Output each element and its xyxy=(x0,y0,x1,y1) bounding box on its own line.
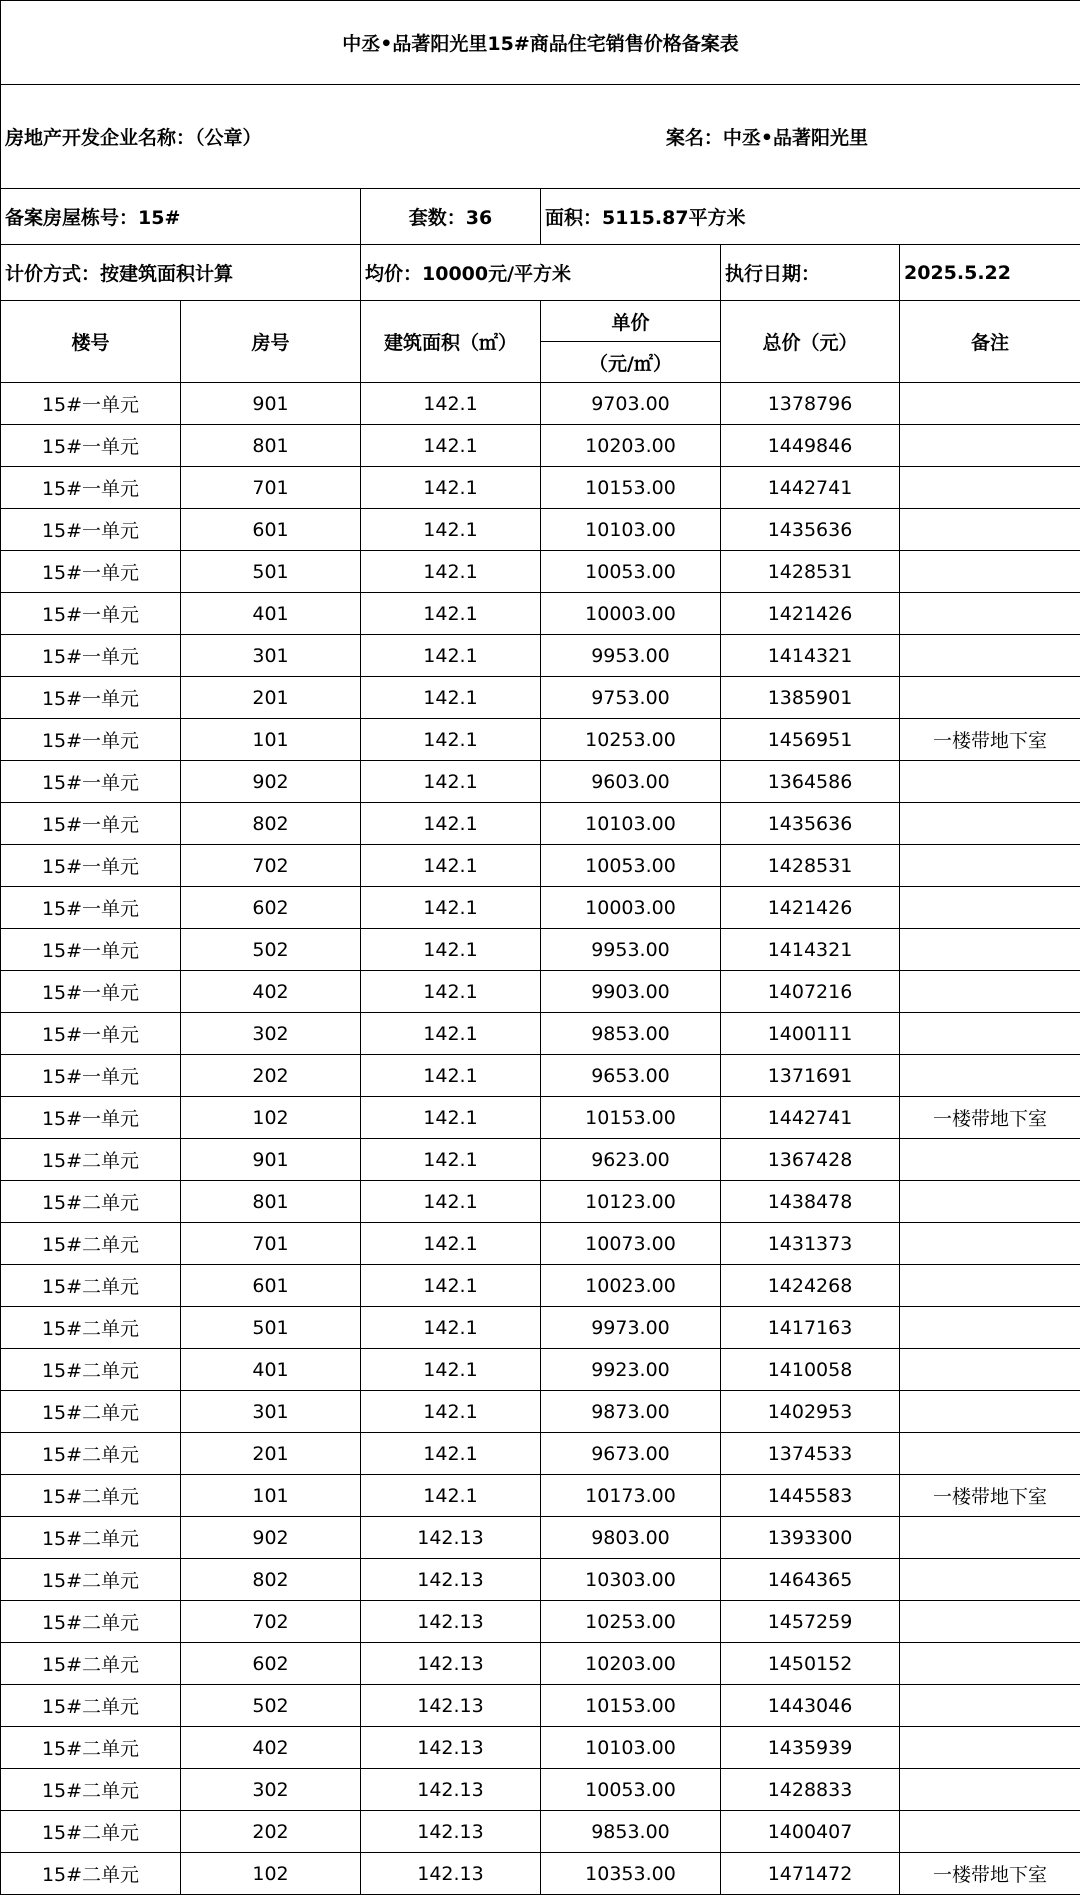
cell-total-price: 1428531 xyxy=(721,845,900,887)
cell-area: 142.1 xyxy=(361,593,541,635)
cell-area: 142.1 xyxy=(361,467,541,509)
cell-unit-price: 9973.00 xyxy=(541,1307,721,1349)
cell-room: 102 xyxy=(181,1853,361,1895)
table-row xyxy=(1,383,1080,425)
cell-building: 15#二单元 xyxy=(1,1433,181,1475)
table-row xyxy=(1,509,1080,551)
header-room: 房号 xyxy=(181,301,361,383)
table-row xyxy=(1,1055,1080,1097)
cell-area: 142.1 xyxy=(361,551,541,593)
cell-unit-price: 9853.00 xyxy=(541,1811,721,1853)
header-area: 建筑面积（㎡） xyxy=(361,301,541,383)
cell-remark xyxy=(900,971,1080,1013)
cell-room: 201 xyxy=(181,677,361,719)
table-row xyxy=(1,1769,1080,1811)
cell-area: 142.1 xyxy=(361,719,541,761)
cell-remark xyxy=(900,635,1080,677)
cell-unit-price: 10023.00 xyxy=(541,1265,721,1307)
header-building: 楼号 xyxy=(1,301,181,383)
cell-room: 501 xyxy=(181,1307,361,1349)
cell-area: 142.1 xyxy=(361,1013,541,1055)
cell-remark xyxy=(900,845,1080,887)
cell-room: 702 xyxy=(181,845,361,887)
cell-room: 201 xyxy=(181,1433,361,1475)
cell-room: 601 xyxy=(181,509,361,551)
cell-area: 142.1 xyxy=(361,1349,541,1391)
cell-building: 15#二单元 xyxy=(1,1181,181,1223)
cell-building: 15#一单元 xyxy=(1,1097,181,1139)
cell-room: 802 xyxy=(181,1559,361,1601)
cell-area: 142.1 xyxy=(361,383,541,425)
table-body xyxy=(1,383,1080,1895)
table-row xyxy=(1,971,1080,1013)
cell-room: 101 xyxy=(181,1475,361,1517)
cell-unit-price: 10353.00 xyxy=(541,1853,721,1895)
cell-building: 15#二单元 xyxy=(1,1349,181,1391)
cell-unit-price: 9903.00 xyxy=(541,971,721,1013)
cell-area: 142.13 xyxy=(361,1517,541,1559)
cell-room: 701 xyxy=(181,1223,361,1265)
cell-total-price: 1445583 xyxy=(721,1475,900,1517)
cell-building: 15#二单元 xyxy=(1,1559,181,1601)
cell-total-price: 1385901 xyxy=(721,677,900,719)
cell-total-price: 1428531 xyxy=(721,551,900,593)
table-row xyxy=(1,425,1080,467)
cell-area: 142.1 xyxy=(361,929,541,971)
cell-unit-price: 9853.00 xyxy=(541,1013,721,1055)
cell-remark xyxy=(900,1811,1080,1853)
cell-room: 901 xyxy=(181,383,361,425)
table-row xyxy=(1,1223,1080,1265)
cell-area: 142.13 xyxy=(361,1769,541,1811)
cell-unit-price: 9653.00 xyxy=(541,1055,721,1097)
cell-room: 902 xyxy=(181,761,361,803)
table-row xyxy=(1,845,1080,887)
cell-remark xyxy=(900,1433,1080,1475)
cell-total-price: 1471472 xyxy=(721,1853,900,1895)
cell-room: 902 xyxy=(181,1517,361,1559)
cell-room: 401 xyxy=(181,593,361,635)
cell-total-price: 1414321 xyxy=(721,929,900,971)
total-area-label: 面积：5115.87平方米 xyxy=(541,189,1080,245)
cell-total-price: 1402953 xyxy=(721,1391,900,1433)
cell-area: 142.13 xyxy=(361,1685,541,1727)
cell-unit-price: 10053.00 xyxy=(541,845,721,887)
cell-area: 142.1 xyxy=(361,1433,541,1475)
cell-unit-price: 10053.00 xyxy=(541,1769,721,1811)
cell-room: 402 xyxy=(181,971,361,1013)
document-title: 中丞•品著阳光里15#商品住宅销售价格备案表 xyxy=(1,1,1080,85)
cell-total-price: 1457259 xyxy=(721,1601,900,1643)
unit-count-label: 套数：36 xyxy=(361,189,541,245)
cell-total-price: 1442741 xyxy=(721,467,900,509)
cell-unit-price: 10073.00 xyxy=(541,1223,721,1265)
cell-remark xyxy=(900,1727,1080,1769)
cell-unit-price: 10103.00 xyxy=(541,803,721,845)
cell-area: 142.13 xyxy=(361,1853,541,1895)
cell-remark xyxy=(900,1055,1080,1097)
cell-unit-price: 10153.00 xyxy=(541,1685,721,1727)
cell-remark: 一楼带地下室 xyxy=(900,1097,1080,1139)
cell-total-price: 1456951 xyxy=(721,719,900,761)
effective-date-label: 执行日期： xyxy=(721,245,900,301)
cell-room: 202 xyxy=(181,1055,361,1097)
cell-building: 15#一单元 xyxy=(1,383,181,425)
cell-area: 142.1 xyxy=(361,1265,541,1307)
cell-total-price: 1435636 xyxy=(721,803,900,845)
cell-total-price: 1417163 xyxy=(721,1307,900,1349)
cell-unit-price: 9753.00 xyxy=(541,677,721,719)
average-price-label: 均价：10000元/平方米 xyxy=(361,245,721,301)
cell-area: 142.1 xyxy=(361,1097,541,1139)
cell-building: 15#二单元 xyxy=(1,1391,181,1433)
cell-building: 15#二单元 xyxy=(1,1265,181,1307)
cell-area: 142.1 xyxy=(361,1307,541,1349)
cell-remark: 一楼带地下室 xyxy=(900,1475,1080,1517)
cell-total-price: 1421426 xyxy=(721,887,900,929)
cell-total-price: 1367428 xyxy=(721,1139,900,1181)
cell-unit-price: 10253.00 xyxy=(541,1601,721,1643)
cell-building: 15#一单元 xyxy=(1,593,181,635)
cell-building: 15#二单元 xyxy=(1,1307,181,1349)
cell-room: 602 xyxy=(181,887,361,929)
cell-total-price: 1431373 xyxy=(721,1223,900,1265)
cell-building: 15#二单元 xyxy=(1,1475,181,1517)
cell-building: 15#二单元 xyxy=(1,1601,181,1643)
cell-room: 702 xyxy=(181,1601,361,1643)
table-row xyxy=(1,1853,1080,1895)
table-row xyxy=(1,929,1080,971)
cell-unit-price: 10173.00 xyxy=(541,1475,721,1517)
cell-total-price: 1393300 xyxy=(721,1517,900,1559)
cell-remark xyxy=(900,1265,1080,1307)
cell-building: 15#一单元 xyxy=(1,1013,181,1055)
table-row xyxy=(1,1643,1080,1685)
cell-building: 15#一单元 xyxy=(1,509,181,551)
cell-unit-price: 9953.00 xyxy=(541,929,721,971)
cell-remark: 一楼带地下室 xyxy=(900,1853,1080,1895)
cell-area: 142.1 xyxy=(361,1055,541,1097)
header-unit-price-unit: （元/㎡） xyxy=(541,342,721,383)
cell-room: 901 xyxy=(181,1139,361,1181)
cell-remark xyxy=(900,1307,1080,1349)
table-row xyxy=(1,803,1080,845)
cell-area: 142.1 xyxy=(361,1139,541,1181)
table-row xyxy=(1,1349,1080,1391)
cell-building: 15#一单元 xyxy=(1,677,181,719)
cell-room: 302 xyxy=(181,1013,361,1055)
cell-building: 15#一单元 xyxy=(1,635,181,677)
cell-unit-price: 10053.00 xyxy=(541,551,721,593)
cell-building: 15#二单元 xyxy=(1,1853,181,1895)
cell-building: 15#二单元 xyxy=(1,1769,181,1811)
cell-area: 142.1 xyxy=(361,971,541,1013)
cell-remark xyxy=(900,467,1080,509)
cell-area: 142.1 xyxy=(361,635,541,677)
cell-room: 101 xyxy=(181,719,361,761)
cell-total-price: 1438478 xyxy=(721,1181,900,1223)
cell-remark xyxy=(900,1517,1080,1559)
cell-remark xyxy=(900,1601,1080,1643)
cell-area: 142.1 xyxy=(361,509,541,551)
cell-room: 602 xyxy=(181,1643,361,1685)
cell-remark xyxy=(900,425,1080,467)
cell-total-price: 1421426 xyxy=(721,593,900,635)
cell-area: 142.13 xyxy=(361,1559,541,1601)
cell-room: 701 xyxy=(181,467,361,509)
cell-area: 142.13 xyxy=(361,1643,541,1685)
cell-total-price: 1449846 xyxy=(721,425,900,467)
cell-area: 142.1 xyxy=(361,425,541,467)
cell-remark xyxy=(900,593,1080,635)
cell-building: 15#一单元 xyxy=(1,845,181,887)
cell-remark xyxy=(900,1559,1080,1601)
cell-room: 801 xyxy=(181,1181,361,1223)
cell-total-price: 1410058 xyxy=(721,1349,900,1391)
cell-unit-price: 10003.00 xyxy=(541,887,721,929)
header-unit-price: 单价 xyxy=(541,301,721,342)
table-row xyxy=(1,1307,1080,1349)
cell-remark xyxy=(900,1643,1080,1685)
cell-remark xyxy=(900,551,1080,593)
cell-remark xyxy=(900,1139,1080,1181)
cell-total-price: 1464365 xyxy=(721,1559,900,1601)
cell-unit-price: 10203.00 xyxy=(541,1643,721,1685)
cell-building: 15#一单元 xyxy=(1,467,181,509)
cell-room: 802 xyxy=(181,803,361,845)
cell-building: 15#一单元 xyxy=(1,929,181,971)
cell-room: 102 xyxy=(181,1097,361,1139)
cell-area: 142.13 xyxy=(361,1811,541,1853)
table-row xyxy=(1,1685,1080,1727)
cell-unit-price: 10203.00 xyxy=(541,425,721,467)
cell-room: 401 xyxy=(181,1349,361,1391)
cell-building: 15#一单元 xyxy=(1,551,181,593)
case-name-label: 案名：中丞•品著阳光里 xyxy=(666,123,868,150)
cell-area: 142.13 xyxy=(361,1727,541,1769)
cell-room: 801 xyxy=(181,425,361,467)
table-row xyxy=(1,719,1080,761)
cell-unit-price: 10003.00 xyxy=(541,593,721,635)
table-row xyxy=(1,1517,1080,1559)
cell-building: 15#一单元 xyxy=(1,719,181,761)
cell-building: 15#二单元 xyxy=(1,1727,181,1769)
cell-remark xyxy=(900,1349,1080,1391)
table-row xyxy=(1,1559,1080,1601)
cell-area: 142.1 xyxy=(361,887,541,929)
cell-total-price: 1435939 xyxy=(721,1727,900,1769)
table-row xyxy=(1,593,1080,635)
header-total-price: 总价（元） xyxy=(721,301,900,383)
cell-total-price: 1414321 xyxy=(721,635,900,677)
table-row xyxy=(1,1097,1080,1139)
cell-total-price: 1407216 xyxy=(721,971,900,1013)
table-row xyxy=(1,1181,1080,1223)
cell-unit-price: 10103.00 xyxy=(541,509,721,551)
cell-total-price: 1364586 xyxy=(721,761,900,803)
cell-area: 142.1 xyxy=(361,761,541,803)
cell-remark xyxy=(900,1685,1080,1727)
cell-unit-price: 10153.00 xyxy=(541,467,721,509)
cell-area: 142.1 xyxy=(361,1391,541,1433)
cell-remark xyxy=(900,509,1080,551)
table-row xyxy=(1,1727,1080,1769)
cell-building: 15#二单元 xyxy=(1,1139,181,1181)
table-row xyxy=(1,635,1080,677)
cell-area: 142.1 xyxy=(361,1181,541,1223)
cell-room: 502 xyxy=(181,929,361,971)
cell-unit-price: 10103.00 xyxy=(541,1727,721,1769)
cell-area: 142.13 xyxy=(361,1601,541,1643)
table-row xyxy=(1,677,1080,719)
pricing-method-label: 计价方式：按建筑面积计算 xyxy=(1,245,361,301)
cell-total-price: 1442741 xyxy=(721,1097,900,1139)
building-number-label: 备案房屋栋号：15# xyxy=(1,189,361,245)
cell-building: 15#一单元 xyxy=(1,971,181,1013)
cell-building: 15#一单元 xyxy=(1,803,181,845)
cell-unit-price: 10123.00 xyxy=(541,1181,721,1223)
cell-total-price: 1424268 xyxy=(721,1265,900,1307)
cell-unit-price: 9673.00 xyxy=(541,1433,721,1475)
cell-area: 142.1 xyxy=(361,1475,541,1517)
cell-remark xyxy=(900,1769,1080,1811)
cell-total-price: 1450152 xyxy=(721,1643,900,1685)
cell-unit-price: 10153.00 xyxy=(541,1097,721,1139)
table-row xyxy=(1,1265,1080,1307)
cell-total-price: 1374533 xyxy=(721,1433,900,1475)
cell-unit-price: 9623.00 xyxy=(541,1139,721,1181)
table-row xyxy=(1,1013,1080,1055)
cell-unit-price: 9953.00 xyxy=(541,635,721,677)
table-row xyxy=(1,887,1080,929)
table-row xyxy=(1,1811,1080,1853)
cell-remark xyxy=(900,383,1080,425)
cell-room: 302 xyxy=(181,1769,361,1811)
cell-total-price: 1371691 xyxy=(721,1055,900,1097)
company-row xyxy=(1,85,1080,189)
cell-total-price: 1428833 xyxy=(721,1769,900,1811)
cell-building: 15#一单元 xyxy=(1,1055,181,1097)
cell-building: 15#二单元 xyxy=(1,1685,181,1727)
cell-room: 501 xyxy=(181,551,361,593)
cell-total-price: 1443046 xyxy=(721,1685,900,1727)
cell-room: 502 xyxy=(181,1685,361,1727)
cell-building: 15#一单元 xyxy=(1,761,181,803)
cell-unit-price: 9603.00 xyxy=(541,761,721,803)
cell-total-price: 1400111 xyxy=(721,1013,900,1055)
cell-total-price: 1378796 xyxy=(721,383,900,425)
cell-room: 202 xyxy=(181,1811,361,1853)
cell-unit-price: 9703.00 xyxy=(541,383,721,425)
cell-remark xyxy=(900,1391,1080,1433)
cell-remark xyxy=(900,929,1080,971)
cell-room: 601 xyxy=(181,1265,361,1307)
table-row xyxy=(1,761,1080,803)
cell-remark xyxy=(900,1223,1080,1265)
cell-building: 15#二单元 xyxy=(1,1223,181,1265)
table-row xyxy=(1,467,1080,509)
table-row xyxy=(1,1391,1080,1433)
cell-unit-price: 10303.00 xyxy=(541,1559,721,1601)
effective-date-value: 2025.5.22 xyxy=(900,245,1080,301)
cell-area: 142.1 xyxy=(361,1223,541,1265)
header-remark: 备注 xyxy=(900,301,1080,383)
cell-unit-price: 9923.00 xyxy=(541,1349,721,1391)
cell-building: 15#二单元 xyxy=(1,1643,181,1685)
table-row xyxy=(1,1139,1080,1181)
cell-area: 142.1 xyxy=(361,845,541,887)
cell-area: 142.1 xyxy=(361,677,541,719)
cell-building: 15#一单元 xyxy=(1,887,181,929)
cell-remark xyxy=(900,677,1080,719)
cell-total-price: 1435636 xyxy=(721,509,900,551)
cell-remark xyxy=(900,803,1080,845)
table-row xyxy=(1,551,1080,593)
cell-unit-price: 9873.00 xyxy=(541,1391,721,1433)
cell-room: 301 xyxy=(181,635,361,677)
cell-unit-price: 9803.00 xyxy=(541,1517,721,1559)
cell-building: 15#二单元 xyxy=(1,1517,181,1559)
cell-area: 142.1 xyxy=(361,803,541,845)
table-row xyxy=(1,1601,1080,1643)
cell-remark xyxy=(900,887,1080,929)
cell-remark xyxy=(900,1181,1080,1223)
cell-remark: 一楼带地下室 xyxy=(900,719,1080,761)
cell-remark xyxy=(900,1013,1080,1055)
cell-building: 15#一单元 xyxy=(1,425,181,467)
cell-unit-price: 10253.00 xyxy=(541,719,721,761)
table-row xyxy=(1,1475,1080,1517)
company-label: 房地产开发企业名称：（公章） xyxy=(5,123,262,150)
cell-room: 402 xyxy=(181,1727,361,1769)
cell-room: 301 xyxy=(181,1391,361,1433)
cell-total-price: 1400407 xyxy=(721,1811,900,1853)
cell-remark xyxy=(900,761,1080,803)
table-row xyxy=(1,1433,1080,1475)
cell-building: 15#二单元 xyxy=(1,1811,181,1853)
